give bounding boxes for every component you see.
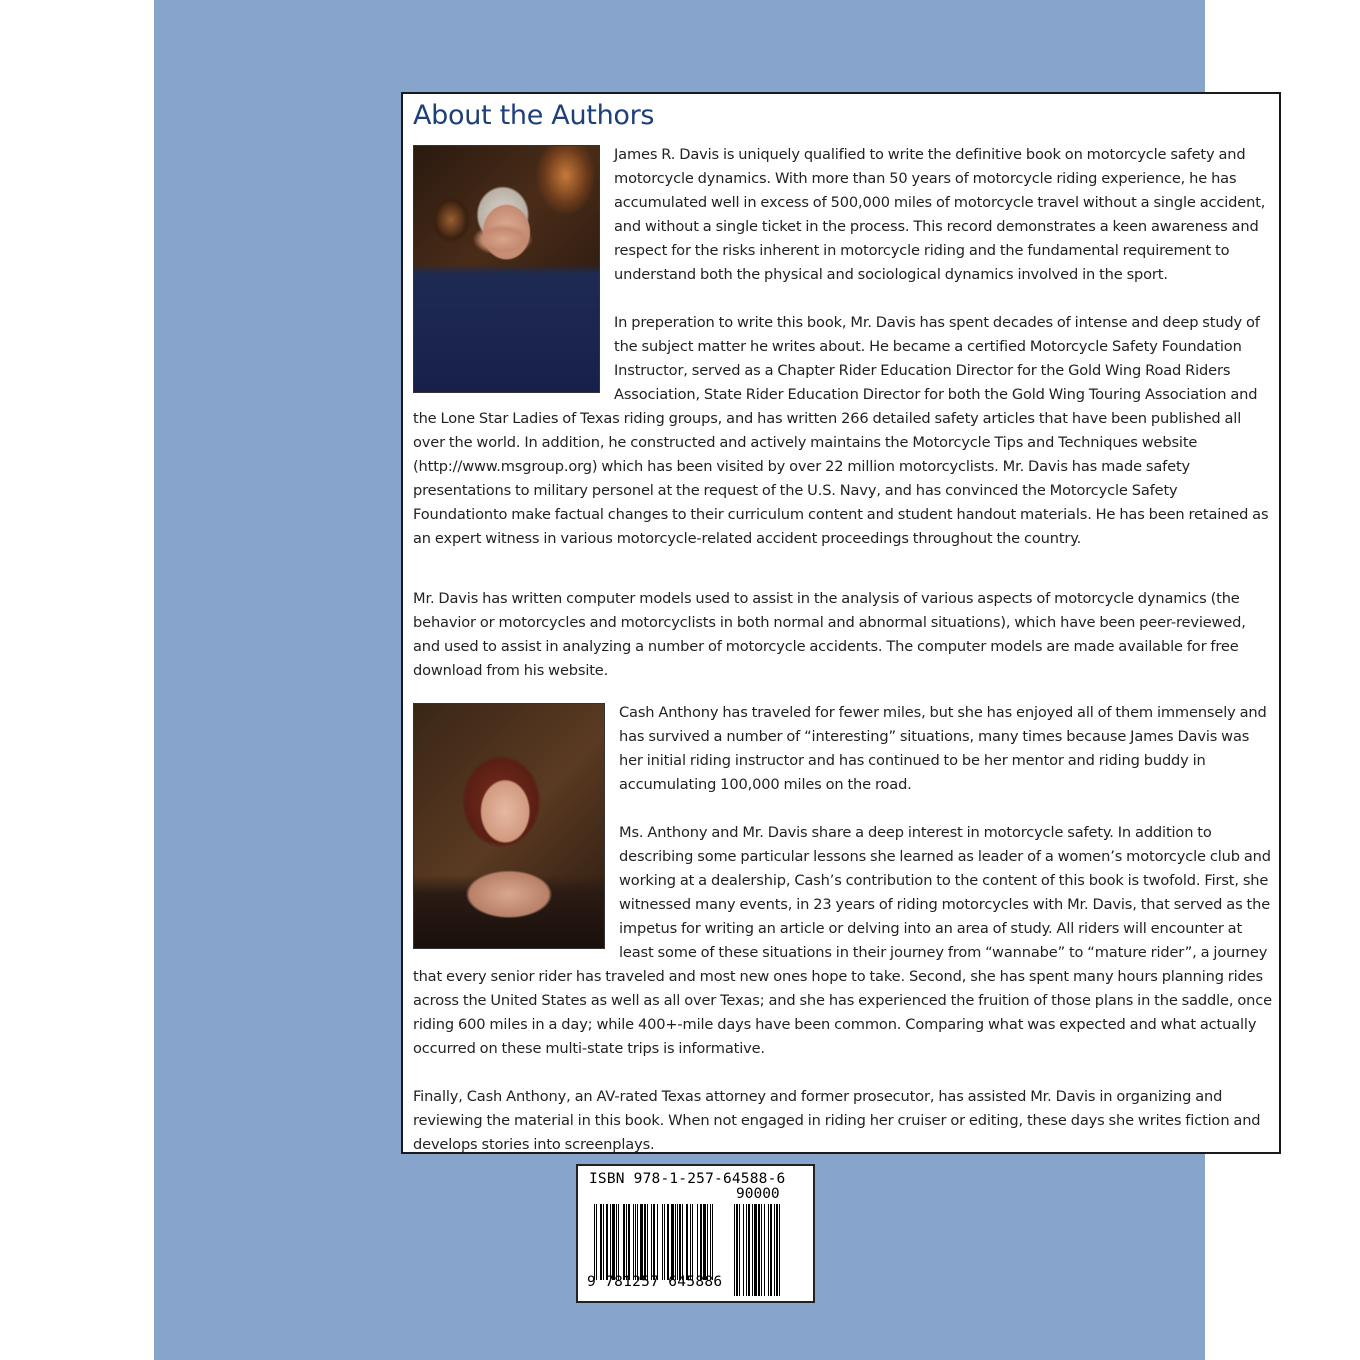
isbn-barcode xyxy=(576,1164,815,1303)
barcode-bar xyxy=(752,1204,753,1296)
barcode-bar xyxy=(657,1204,658,1280)
barcode-bar xyxy=(690,1204,691,1280)
barcode-bar xyxy=(758,1204,760,1296)
barcode-bar xyxy=(703,1204,706,1280)
barcode-bar xyxy=(623,1204,625,1280)
barcode-bar xyxy=(633,1204,634,1280)
barcode-bar xyxy=(596,1204,597,1280)
barcode-bar xyxy=(682,1204,683,1280)
barcode-bar xyxy=(748,1204,750,1296)
barcode-bar xyxy=(677,1204,678,1280)
barcode-bar xyxy=(616,1204,617,1280)
barcode-bar xyxy=(671,1204,674,1280)
barcode-bar xyxy=(626,1204,627,1280)
barcode-bar xyxy=(686,1204,688,1280)
barcode-bar xyxy=(644,1204,646,1280)
barcode-bar xyxy=(770,1204,772,1296)
barcode-bar xyxy=(779,1204,780,1296)
author-photo-cash-anthony xyxy=(413,703,605,949)
author-bio-davis-models xyxy=(413,587,1275,683)
barcode-bar xyxy=(692,1204,693,1280)
barcode-bar xyxy=(776,1204,778,1296)
barcode-bar xyxy=(662,1204,663,1280)
barcode-bar xyxy=(736,1204,738,1296)
barcode-bar xyxy=(754,1204,757,1296)
barcode-bar xyxy=(600,1204,602,1280)
barcode-bar xyxy=(764,1204,765,1296)
barcode-bar xyxy=(640,1204,643,1280)
barcode-bar xyxy=(603,1204,604,1280)
barcode-bar xyxy=(667,1204,669,1280)
author-photo-james-davis xyxy=(413,145,600,393)
barcode-bar xyxy=(651,1204,652,1280)
isbn-label: ISBN 978-1-257-64588-6 xyxy=(589,1171,786,1187)
barcode-bar xyxy=(761,1204,762,1296)
bio-paragraph: Finally, Cash Anthony, an AV-rated Texas attorney and former prosecutor, has assisted Mr. Davis in organizing and reviewing the material in this book. When not engaged in riding her cruiser or editing, these days she writes fiction and develops stories into screenplays. xyxy=(413,1088,1261,1153)
barcode-bar xyxy=(628,1204,630,1280)
barcode-bar xyxy=(635,1204,636,1280)
addon-barcode-bars xyxy=(734,1204,798,1296)
barcode-bar xyxy=(774,1204,775,1296)
barcode-bar xyxy=(594,1204,595,1280)
barcode-bar xyxy=(612,1204,615,1280)
bio-paragraph: Cash Anthony has traveled for fewer miles, but she has enjoyed all of them immensely and has survived a number of “interesting” situations, many times because James Davis was her initial riding instructor and has continued to be her mentor and riding buddy in accumulating 100,000 miles on the road. xyxy=(619,704,1267,793)
barcode-bar xyxy=(647,1204,648,1280)
back-cover xyxy=(154,0,1272,1360)
ean-digits: 9 781257 645886 xyxy=(587,1274,723,1290)
barcode-bar xyxy=(697,1204,698,1280)
barcode-bar xyxy=(653,1204,655,1280)
barcode-bar xyxy=(618,1204,619,1280)
barcode-bar xyxy=(743,1204,744,1296)
bio-paragraph: In preperation to write this book, Mr. Davis has spent decades of intense and deep study of the subject matter he writes about. He became a certified Motorcycle Safety Foundation Instructor, served as a Chapter Rider Education Director for the Gold Wing Road Riders Association, State Rider Education Director for both the Gold Wing Touring Association and the Lone Star Ladies of Texas riding groups, and has written 266 detailed safety articles that have been published all over the world. In addition, he constructed and actively maintains the Motorcycle Tips and Techniques website (http://www.msgroup.org) which has been visited by over 22 million motorcyclists. Mr. Davis has made safety presentations to military personel at the request of the U.S. Navy, and has convinced the Motorcycle Safety Foundationto make factual changes to their curriculum content and student handout materials. He has been retained as an expert witness in various motorcycle-related accident proceedings throughout the country. xyxy=(413,314,1269,547)
barcode-bar xyxy=(734,1204,735,1296)
barcode-bar xyxy=(610,1204,611,1280)
ean-barcode-bars xyxy=(594,1204,728,1280)
barcode-bar xyxy=(739,1204,740,1296)
barcode-bar xyxy=(637,1204,638,1280)
barcode-bar xyxy=(675,1204,676,1280)
barcode-bar xyxy=(768,1204,769,1296)
author-bio-anthony xyxy=(413,701,1275,1157)
barcode-bar xyxy=(679,1204,681,1280)
barcode-bar xyxy=(710,1204,711,1280)
page-title: About the Authors xyxy=(413,100,655,131)
barcode-bar xyxy=(700,1204,702,1280)
barcode-bar xyxy=(746,1204,747,1296)
price-code: 90000 xyxy=(736,1186,780,1202)
author-bio-davis xyxy=(413,143,1275,551)
bio-paragraph: Mr. Davis has written computer models used to assist in the analysis of various aspects of motorcycle dynamics (the behavior or motorcycles and motorcyclists in both normal and abnormal situations), which have been peer-reviewed, and used to assist in analyzing a number of motorcycle accidents. The computer models are made available for free download from his website. xyxy=(413,590,1246,679)
barcode-bar xyxy=(606,1204,608,1280)
barcode-bar xyxy=(712,1204,713,1280)
barcode-bar xyxy=(707,1204,708,1280)
barcode-bar xyxy=(664,1204,665,1280)
bio-paragraph: James R. Davis is uniquely qualified to write the definitive book on motorcycle safety and motorcycle dynamics. With more than 50 years of motorcycle riding experience, he has accumulated well in excess of 500,000 miles of motorcycle travel without a single accident, and without a single ticket in the process. This record demonstrates a keen awareness and respect for the risks inherent in motorcycle riding and the fundamental requirement to understand both the physical and sociological dynamics involved in the sport. xyxy=(614,146,1266,283)
about-authors-panel xyxy=(401,92,1281,1154)
bio-paragraph: Ms. Anthony and Mr. Davis share a deep interest in motorcycle safety. In addition to describing some particular lessons she learned as leader of a women’s motorcycle club and working at a dealership, Cash’s contribution to the content of this book is twofold. First, she witnessed many events, in 23 years of riding motorcycles with Mr. Davis, that served as the impetus for writing an article or delving into an area of study. All riders will encounter at least some of these situations in their journey from “wannabe” to “mature rider”, a journey that every senior rider has traveled and most new ones hope to take. Second, she has spent many hours planning rides across the United States as well as all over Texas; and she has experienced the fruition of those plans in the saddle, once riding 600 miles in a day; while 400+-mile days have been common. Comparing what was expected and what actually occurred on these multi-state trips is informative. xyxy=(413,824,1272,1057)
